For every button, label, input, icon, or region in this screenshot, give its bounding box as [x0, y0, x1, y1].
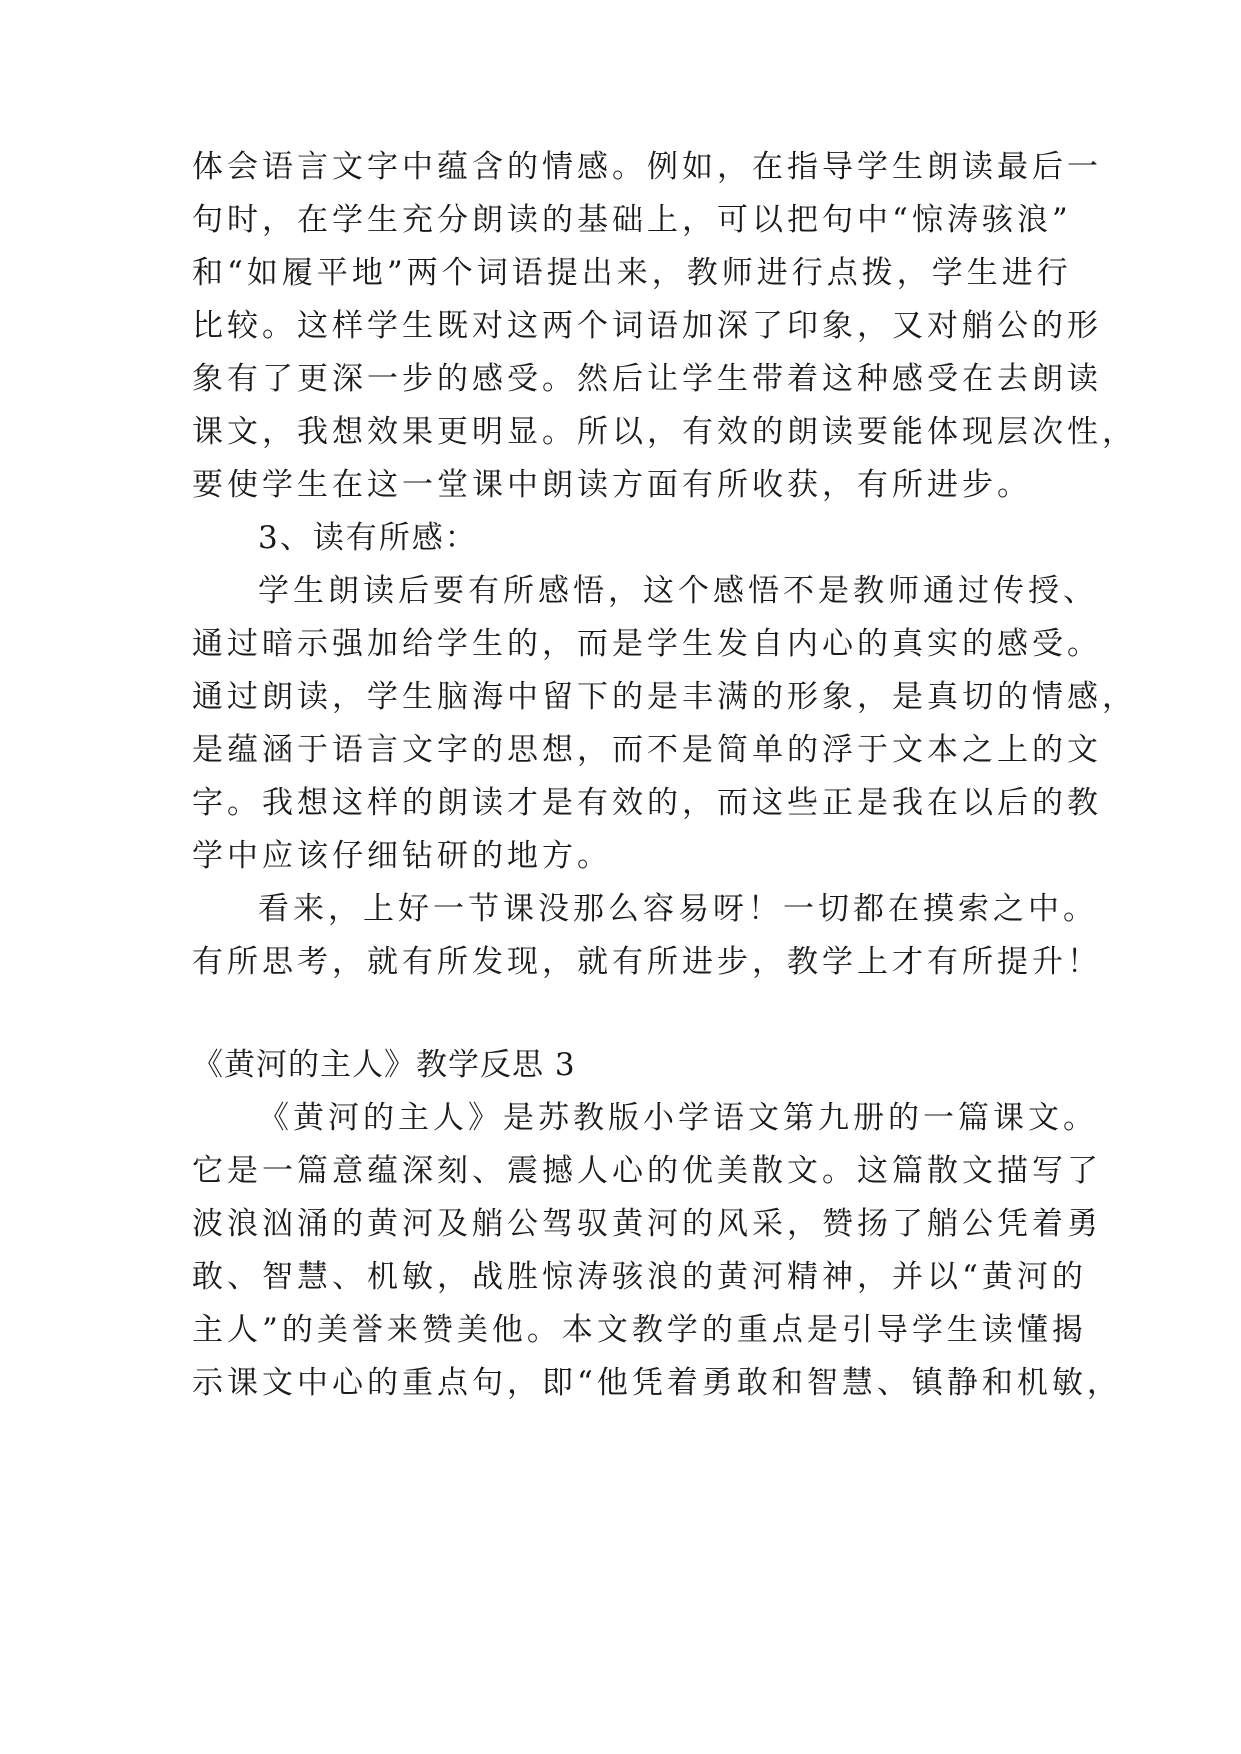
paragraph-line: 学中应该仔细钻研的地方。 — [192, 838, 612, 874]
paragraph-line: 是蕴涵于语言文字的思想，而不是简单的浮于文本之上的文 — [192, 732, 1102, 768]
paragraph-line: 字。我想这样的朗读才是有效的，而这些正是我在以后的教 — [192, 785, 1102, 821]
paragraph-line: 比较。这样学生既对这两个词语加深了印象，又对艄公的形 — [192, 308, 1102, 344]
section-title: 《黄河的主人》教学反思 3 — [192, 1047, 576, 1083]
paragraph-line: 《黄河的主人》是苏教版小学语文第九册的一篇课文。 — [258, 1100, 1098, 1136]
paragraph-line: 敢、智慧、机敏，战胜惊涛骇浪的黄河精神，并以“黄河的 — [192, 1259, 1087, 1295]
paragraph-line: 通过暗示强加给学生的，而是学生发自内心的真实的感受。 — [192, 626, 1102, 662]
paragraph-line: 体会语言文字中蕴含的情感。例如，在指导学生朗读最后一 — [192, 149, 1102, 185]
paragraph-line: 主人”的美誉来赞美他。本文教学的重点是引导学生读懂揭 — [192, 1312, 1087, 1348]
paragraph-line: 有所思考，就有所发现，就有所进步，教学上才有所提升！ — [192, 944, 1102, 980]
subheading: 3、读有所感： — [258, 520, 478, 556]
paragraph-line: 波浪汹涌的黄河及艄公驾驭黄河的风采，赞扬了艄公凭着勇 — [192, 1206, 1102, 1242]
paragraph-line: 要使学生在这一堂课中朗读方面有所收获，有所进步。 — [192, 467, 1032, 503]
paragraph-line: 学生朗读后要有所感悟，这个感悟不是教师通过传授、 — [258, 573, 1098, 609]
paragraph-line: 句时，在学生充分朗读的基础上，可以把句中“惊涛骇浪” — [192, 202, 1072, 238]
paragraph-line: 象有了更深一步的感受。然后让学生带着这种感受在去朗读 — [192, 361, 1102, 397]
paragraph-line: 看来，上好一节课没那么容易呀！一切都在摸索之中。 — [258, 891, 1098, 927]
paragraph-line: 课文，我想效果更明显。所以，有效的朗读要能体现层次性， — [192, 414, 1137, 450]
paragraph-line: 通过朗读，学生脑海中留下的是丰满的形象，是真切的情感， — [192, 679, 1137, 715]
paragraph-line: 和“如履平地”两个词语提出来，教师进行点拨，学生进行 — [192, 255, 1072, 291]
paragraph-line: 它是一篇意蕴深刻、震撼人心的优美散文。这篇散文描写了 — [192, 1153, 1102, 1189]
paragraph-line: 示课文中心的重点句，即“他凭着勇敢和智慧、镇静和机敏， — [192, 1365, 1122, 1401]
